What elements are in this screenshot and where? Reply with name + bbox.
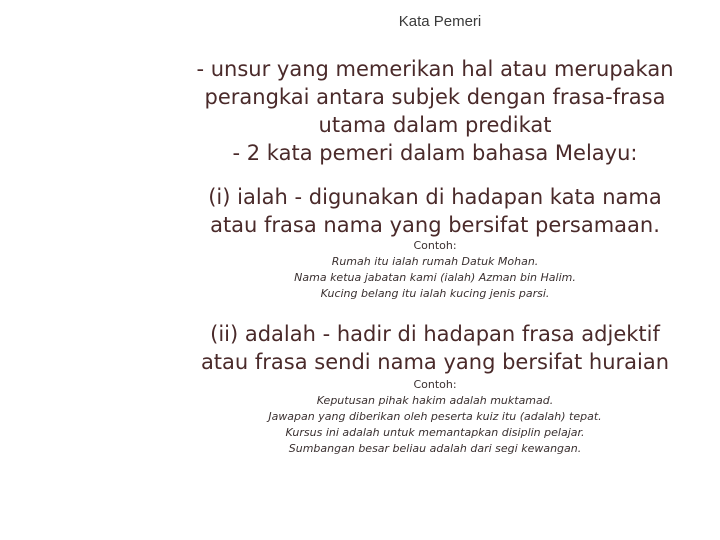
item-adalah-examples [180, 377, 690, 457]
intro-line: utama dalam predikat [318, 113, 552, 137]
example-sentence: Kucing belang itu ialah kucing jenis parsi. [320, 287, 550, 300]
item-heading-line: atau frasa sendi nama yang bersifat huraian [200, 350, 670, 374]
item-ialah-examples [180, 238, 690, 302]
intro-line: perangkai antara subjek dengan frasa-frasa [204, 85, 666, 109]
intro-line: - unsur yang memerikan hal atau merupakan [196, 57, 674, 81]
intro-line: - 2 kata pemeri dalam bahasa Melayu: [232, 141, 638, 165]
item-adalah-heading [180, 320, 690, 376]
example-sentence: Kursus ini adalah untuk memantapkan disiplin pelajar. [285, 426, 585, 439]
example-sentence: Jawapan yang diberikan oleh peserta kuiz itu (adalah) tepat. [268, 410, 602, 423]
example-sentence: Nama ketua jabatan kami (ialah) Azman bin Halim. [294, 271, 576, 284]
example-sentence: Rumah itu ialah rumah Datuk Mohan. [331, 255, 539, 268]
example-label: Contoh: [413, 239, 457, 252]
item-heading-line: (i) ialah - digunakan di hadapan kata nama [208, 185, 662, 209]
intro-text [180, 55, 690, 167]
example-sentence: Sumbangan besar beliau adalah dari segi kewangan. [288, 442, 582, 455]
item-ialah-heading [180, 183, 690, 239]
example-sentence: Keputusan pihak hakim adalah muktamad. [316, 394, 554, 407]
slide-title: Kata Pemeri [398, 13, 482, 30]
item-heading-line: atau frasa nama yang bersifat persamaan. [210, 213, 660, 237]
example-label: Contoh: [413, 378, 457, 391]
item-heading-line: (ii) adalah - hadir di hadapan frasa adjektif [210, 322, 660, 346]
